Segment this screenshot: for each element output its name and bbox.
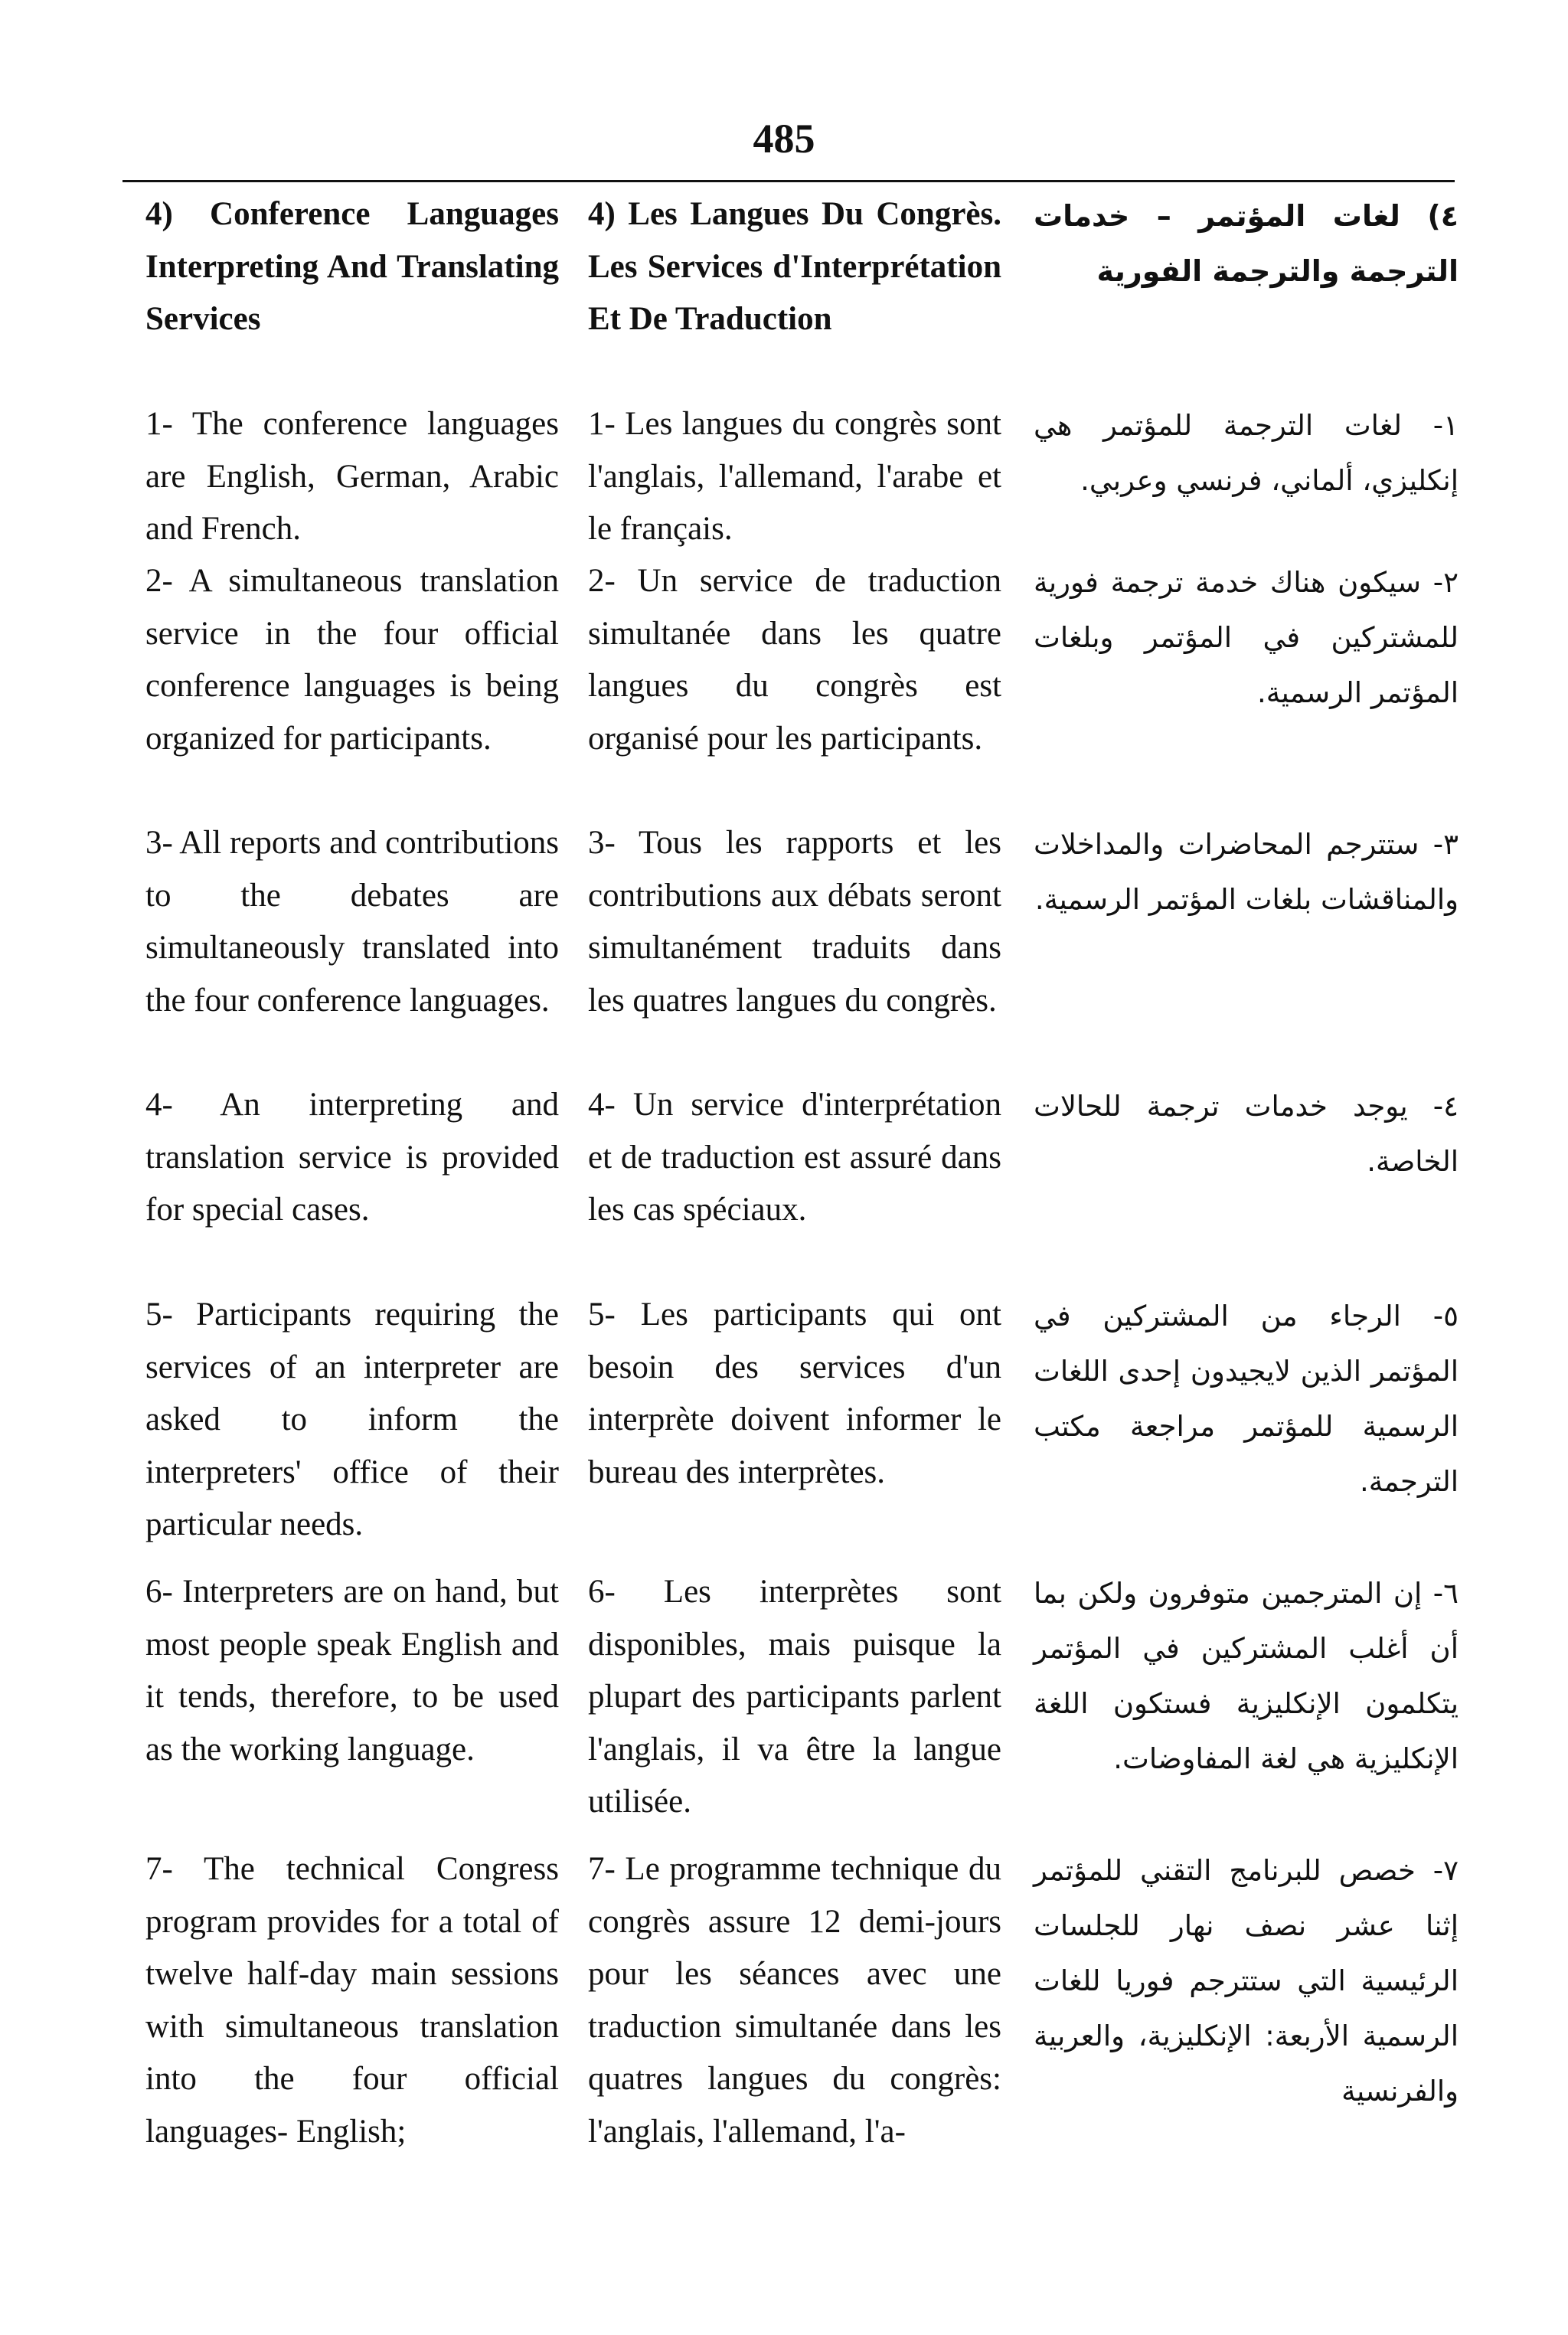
french-heading: 4) Les Langues Du Congrès. Les Services d'Interprétation Et De Traduction <box>588 196 1001 337</box>
french-item-4: 4- Un service d'interprétation et de traduction est assuré dans les cas spéciaux. <box>588 1087 1001 1228</box>
english-item-4: 4- An interpreting and translation service is provided for special cases. <box>145 1087 559 1228</box>
french-item-2: 2- Un service de traduction simultanée dans les quatre langues du congrès est organisé pour les participants. <box>588 563 1001 757</box>
arabic-item-3: ٣- ستترجم المحاضرات والمداخلات والمناقشات بلغات المؤتمر الرسمية. <box>1034 828 1459 916</box>
french-item-1: 1- Les langues du congrès sont l'anglais, l'allemand, l'arabe et le français. <box>588 406 1001 547</box>
french-item-6: 6- Les interprètes sont disponibles, mais puisque la plupart des participants parlent l'anglais, il va être la langue utilisée. <box>588 1574 1001 1820</box>
arabic-item-6: ٦- إن المترجمين متوفرون ولكن بما أن أغلب المشتركين في المؤتمر يتكلمون الإنكليزية فستكون اللغة الإنكليزية هي لغة المفاوضات. <box>1034 1577 1459 1775</box>
english-item-7: 7- The technical Congress program provides for a total of twelve half-day main sessions with simultaneous translation into the four official languages- English; <box>145 1851 559 2150</box>
header-rule <box>122 180 1455 182</box>
arabic-item-1: ١- لغات الترجمة للمؤتمر هي إنكليزي، ألماني، فرنسي وعربي. <box>1034 409 1459 497</box>
arabic-column <box>1034 188 1459 2256</box>
french-item-3: 3- Tous les rapports et les contributions aux débats seront simultanément traduits dans les quatres langues du congrès. <box>588 825 1001 1019</box>
english-column <box>145 188 559 2256</box>
english-item-2: 2- A simultaneous translation service in the four official conference languages is being organized for participants. <box>145 563 559 757</box>
arabic-item-5: ٥- الرجاء من المشتركين في المؤتمر الذين لايجيدون إحدى اللغات الرسمية للمؤتمر مراجعة مكتب الترجمة. <box>1034 1300 1459 1498</box>
french-item-7: 7- Le programme technique du congrès assure 12 demi-jours pour les séances avec une traduction simultanée dans les quatres langues du congrès: l'anglais, l'allemand, l'a- <box>588 1851 1001 2150</box>
arabic-heading: ٤) لغات المؤتمر – خدمات الترجمة والترجمة الفورية <box>1034 199 1459 288</box>
english-item-6: 6- Interpreters are on hand, but most people speak English and it tends, therefore, to be used as the working language. <box>145 1574 559 1768</box>
french-item-5: 5- Les participants qui ont besoin des services d'un interprète doivent informer le bureau des interprètes. <box>588 1297 1001 1490</box>
page-number: 485 <box>753 116 815 162</box>
arabic-item-7: ٧- خصص للبرنامج التقني للمؤتمر إثنا عشر نصف نهار للجلسات الرئيسية التي ستترجم فوريا للغات الرسمية الأربعة: الإنكليزية، والعربية والفرنسية <box>1034 1854 1459 2108</box>
english-heading: 4) Conference Languages Interpreting And Translating Services <box>145 196 559 337</box>
arabic-item-4: ٤- يوجد خدمات ترجمة للحالات الخاصة. <box>1034 1090 1459 1178</box>
english-item-5: 5- Participants requiring the services of an interpreter are asked to inform the interpreters' office of their particular needs. <box>145 1297 559 1542</box>
english-item-1: 1- The conference languages are English, German, Arabic and French. <box>145 406 559 547</box>
arabic-item-2: ٢- سيكون هناك خدمة ترجمة فورية للمشتركين في المؤتمر وبلغات المؤتمر الرسمية. <box>1034 566 1459 709</box>
english-item-3: 3- All reports and contributions to the debates are simultaneously translated into the four conference languages. <box>145 825 559 1019</box>
french-column <box>588 188 1001 2256</box>
